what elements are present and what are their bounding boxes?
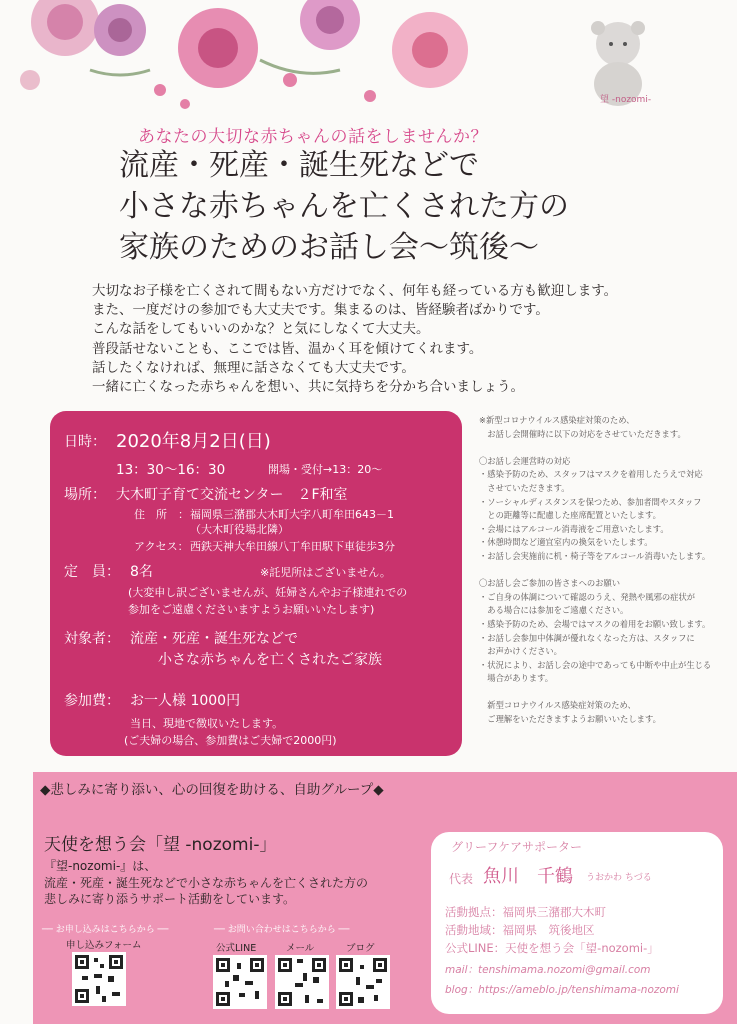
activity-area: 活動地域：福岡県 筑後地区 (445, 923, 595, 937)
covid-line: 〇お話し会運営時の対応 (479, 455, 571, 466)
capacity-note: 参加をご遠慮くださいますようお願いいたします) (128, 603, 375, 616)
fee-note: (ご夫婦の場合、参加費はご夫婦で2000円) (124, 734, 337, 747)
representative-label: 代表 (449, 872, 474, 886)
covid-line: お話し会開催時に以下の対応をさせていただきます。 (479, 428, 686, 439)
covid-line: ある場合には参加をご遠慮ください。 (479, 605, 629, 616)
fee-label: 参加費： (64, 693, 120, 709)
event-access: 西鉄天神大牟田線八丁牟田駅下車徒歩3分 (190, 540, 395, 553)
intro-line: 普段話せないことも、ここでは皆、温かく耳を傾けてくれます。 (92, 340, 483, 357)
event-time: 13：30〜16：30 (116, 462, 226, 478)
date-label: 日時： (64, 434, 106, 450)
representative-name: 魚川 千鶴 (483, 866, 573, 887)
covid-line: させていただきます。 (479, 482, 570, 493)
contact-heading: ── お問い合わせはこちらから ── (214, 925, 350, 935)
apply-heading: ── お申し込みはこちらから ── (42, 925, 169, 935)
covid-line: ※新型コロナウイルス感染症対策のため、 (479, 415, 635, 425)
blog-qr-code[interactable] (336, 955, 390, 1009)
qr-code-icon (336, 955, 390, 1009)
event-details-box (50, 411, 462, 756)
desc-line: 悲しみに寄り添うサポート活動をしています。 (44, 892, 296, 906)
covid-line: 〇お話し会ご参加の皆さまへのお願い (479, 578, 621, 589)
blog-label: ブログ (346, 943, 375, 954)
capacity-note: (大変申し訳ございませんが、妊婦さんやお子様連れでの (128, 586, 408, 599)
line-label: 公式LINE (216, 943, 257, 954)
event-date: 2020年8月2日(日) (116, 431, 271, 452)
covid-line: ・ソーシャルディスタンスを保つため、参加者間やスタッフ (479, 496, 702, 507)
access-label: アクセス： (134, 540, 189, 553)
title-line: 流産・死産・誕生死などで (119, 148, 479, 183)
desc-line: 『望-nozomi-』は、 (44, 859, 157, 873)
covid-line: ・感染予防のため、スタッフはマスクを着用したうえで対応 (479, 469, 703, 480)
event-place: 大木町子育て交流センター ２F和室 (116, 487, 348, 503)
representative-card (431, 832, 723, 1014)
intro-line: こんな話をしてもいいのかな？と気にしなくて大丈夫。 (92, 321, 430, 338)
intro-line: 大切なお子様を亡くされて間もない方だけでなく、何年も経っている方も歓迎します。 (92, 283, 618, 299)
covid-line: ・ご自身の体調について確認のうえ、発熱や風邪の症状が (479, 591, 696, 602)
statue-caption: 望 -nozomi- (600, 95, 652, 105)
desc-line: 流産・死産・誕生死などで小さな赤ちゃんを亡くされた方の (44, 875, 369, 890)
event-address: 福岡県三潴郡大木町大字八町牟田643－1 (190, 508, 394, 521)
covid-spacer (479, 686, 711, 700)
qr-code-icon (72, 952, 126, 1006)
mail-label: メール (286, 943, 315, 954)
covid-measures (479, 414, 711, 727)
title-line: 家族のためのお話し会〜筑後〜 (119, 230, 539, 265)
place-label: 場所： (64, 487, 106, 503)
apply-form-label: 申し込みフォーム (66, 940, 142, 951)
qr-code-icon (213, 955, 267, 1009)
capacity-label: 定 員： (64, 564, 120, 580)
target-label: 対象者： (64, 631, 120, 647)
covid-line: 場合があります。 (479, 673, 554, 684)
fee-note: 当日、現地で徴収いたします。 (130, 717, 284, 730)
representative-role: グリーフケアサポーター (451, 840, 583, 854)
covid-line (479, 441, 711, 455)
title-line: 小さな赤ちゃんを亡くされた方の (119, 189, 569, 224)
address-label: 住 所 ： (134, 508, 189, 521)
covid-line: お声かけください。 (479, 646, 562, 657)
covid-line: 新型コロナウイルス感染症対策のため、 (479, 700, 636, 711)
intro-line: 一緒に亡くなった赤ちゃんを想い、共に気持ちを分かち合いましょう。 (92, 379, 524, 396)
line-qr-code[interactable] (213, 955, 267, 1009)
event-capacity: 8名 (130, 564, 153, 580)
official-line[interactable]: 公式LINE：天使を想う会「望-nozomi-」 (445, 941, 659, 955)
covid-line: ・お話し会実施前に机・椅子等をアルコール消毒いたします。 (479, 550, 711, 561)
reception-time: 開場・受付→13：20〜 (268, 463, 383, 476)
covid-line: ご理解をいただきますようお願いいたします。 (479, 714, 661, 725)
intro-text (92, 282, 617, 397)
intro-line: また、一度だけの参加でも大丈夫です。集まるのは、皆経験者ばかりです。 (92, 302, 549, 319)
covid-line: との距離等に配慮した座席配置といたします。 (479, 510, 661, 521)
qr-code-icon (275, 955, 329, 1009)
tagline: あなたの大切な赤ちゃんの話をしませんか？ (138, 127, 488, 147)
event-fee: お一人様 1000円 (130, 693, 241, 709)
event-target: 流産・死産・誕生死などで (130, 631, 298, 647)
blog-link[interactable]: blog：https://ameblo.jp/tenshimama-nozomi (445, 984, 679, 996)
covid-line: ・休憩時間など適宜室内の換気をいたします。 (479, 537, 653, 548)
covid-line: ・感染予防のため、会場ではマスクの着用をお願い致します。 (479, 618, 711, 629)
covid-line: ・状況により、お話し会の途中であっても中断や中止が生じる (479, 659, 712, 670)
representative-kana: うおかわ ちづる (586, 873, 652, 883)
group-description (44, 858, 368, 908)
group-name: 天使を想う会「望 -nozomi-」 (44, 835, 277, 855)
covid-line: ・会場にはアルコール消毒液をご用意いたします。 (479, 523, 669, 534)
page-title (119, 145, 569, 268)
event-target: 小さな赤ちゃんを亡くされたご家族 (158, 652, 382, 668)
mail-qr-code[interactable] (275, 955, 329, 1009)
email-link[interactable]: mail：tenshimama.nozomi@gmail.com (445, 964, 651, 976)
activity-base: 活動拠点：福岡県三潴郡大木町 (445, 905, 606, 919)
intro-line: 話したくなければ、無理に話さなくても大丈夫です。 (92, 359, 415, 376)
covid-spacer (479, 564, 711, 578)
footer-banner: ◆悲しみに寄り添い、心の回復を助ける、自助グループ◆ (40, 782, 384, 798)
childcare-note: ※託児所はございません。 (260, 566, 391, 579)
flower-decoration (0, 0, 500, 120)
address-note: （大木町役場北隣） (190, 523, 289, 536)
apply-form-qr-code[interactable] (72, 952, 126, 1006)
covid-line: ・お話し会参加中体調が優れなくなった方は、スタッフに (479, 632, 695, 643)
